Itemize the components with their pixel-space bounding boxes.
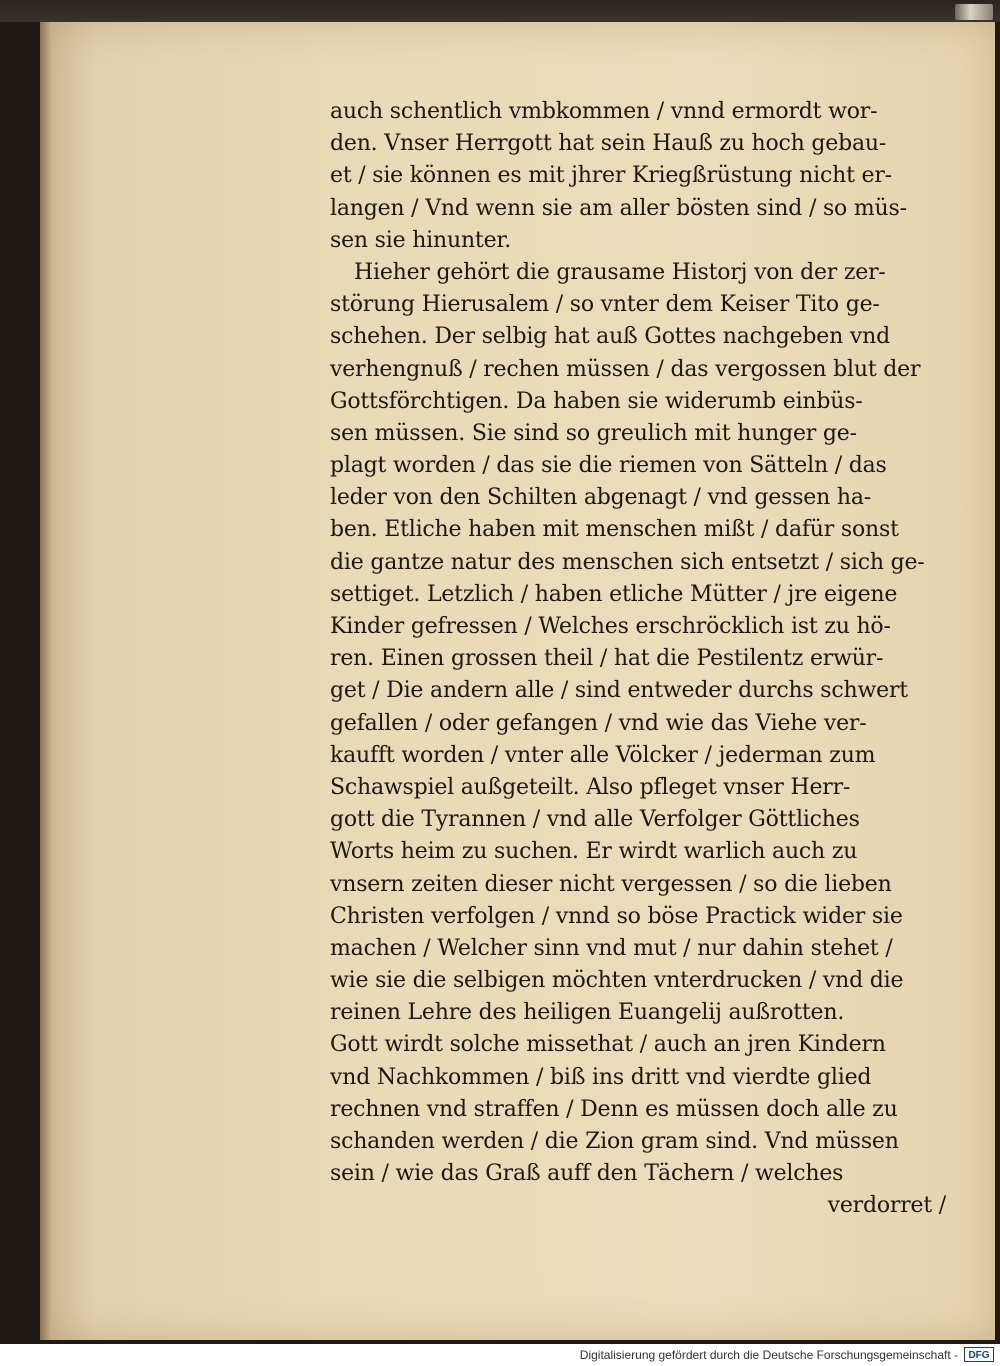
scan-calibration-mark xyxy=(955,4,993,20)
scanner-top-edge xyxy=(0,0,1000,22)
text-line: vnd Nachkommen / biß ins dritt vnd vierdte glied xyxy=(330,1064,872,1090)
text-line: sen müssen. Sie sind so greulich mit hunger ge- xyxy=(330,420,857,446)
text-line: wie sie die selbigen möchten vnterdrucken / vnd die xyxy=(330,968,904,994)
text-line: gefallen / oder gefangen / vnd wie das Viehe ver- xyxy=(330,710,867,736)
text-line: störung Hierusalem / so vnter dem Keiser Tito ge- xyxy=(330,292,880,318)
text-line: et / sie können es mit jhrer Kriegßrüstung nicht er- xyxy=(330,163,892,189)
text-line: sen sie hinunter. xyxy=(330,227,512,253)
funding-notice: Digitalisierung gefördert durch die Deutsche Forschungsgemeinschaft - xyxy=(579,1348,958,1362)
digitization-footer xyxy=(0,1344,1000,1366)
text-line: Kinder gefressen / Welches erschröcklich ist zu hö- xyxy=(330,614,891,639)
text-line: schanden werden / die Zion gram sind. Vnd müssen xyxy=(330,1129,899,1154)
page-text-block xyxy=(330,96,950,1223)
catchword: verdorret / xyxy=(827,1193,946,1219)
text-line: schehen. Der selbig hat auß Gottes nachgeben vnd xyxy=(330,324,890,350)
text-line: sein / wie das Graß auff den Tächern / welches xyxy=(330,1161,844,1187)
text-line: Schawspiel außgeteilt. Also pfleget vnser Herr- xyxy=(330,774,851,800)
text-line: Worts heim zu suchen. Er wirdt warlich auch zu xyxy=(330,839,858,865)
text-line: langen / Vnd wenn sie am aller bösten sind / so müs- xyxy=(330,195,907,221)
text-line: Hieher gehört die grausame Historj von der zer- xyxy=(354,259,886,285)
text-line: ben. Etliche haben mit menschen mißt / dafür sonst xyxy=(330,517,899,543)
text-line: rechnen vnd straffen / Denn es müssen doch alle zu xyxy=(330,1096,898,1122)
text-line: reinen Lehre des heiligen Euangelij außrotten. xyxy=(330,1000,845,1026)
text-line: Gottsförchtigen. Da haben sie widerumb einbüs- xyxy=(330,388,863,414)
text-line: auch schentlich vmbkommen / vnnd ermordt wor- xyxy=(330,99,878,124)
text-line: vnsern zeiten dieser nicht vergessen / so die lieben xyxy=(330,871,892,897)
text-line: gott die Tyrannen / vnd alle Verfolger Göttliches xyxy=(330,807,860,833)
text-line: verhengnuß / rechen müssen / das vergossen blut der xyxy=(330,356,921,382)
text-line: kaufft worden / vnter alle Völcker / jederman zum xyxy=(330,742,876,768)
text-line: Gott wirdt solche missethat / auch an jren Kindern xyxy=(330,1032,886,1058)
text-line: ren. Einen grossen theil / hat die Pestilentz erwür- xyxy=(330,646,884,672)
dfg-logo: DFG xyxy=(964,1347,994,1362)
text-line: get / Die andern alle / sind entweder durchs schwert xyxy=(330,678,908,704)
page-gutter-edge xyxy=(40,22,52,1340)
text-line: den. Vnser Herrgott hat sein Hauß zu hoch gebau- xyxy=(330,131,887,157)
text-line: leder von den Schilten abgenagt / vnd gessen ha- xyxy=(330,485,871,511)
text-line: die gantze natur des menschen sich entsetzt / sich ge- xyxy=(330,549,925,575)
text-line: plagt worden / das sie die riemen von Sätteln / das xyxy=(330,453,887,479)
text-line: settiget. Letzlich / haben etliche Mütter / jre eigene xyxy=(330,581,898,607)
text-line: machen / Welcher sinn vnd mut / nur dahin stehet / xyxy=(330,935,893,961)
text-line: Christen verfolgen / vnnd so böse Practick wider sie xyxy=(330,903,903,929)
